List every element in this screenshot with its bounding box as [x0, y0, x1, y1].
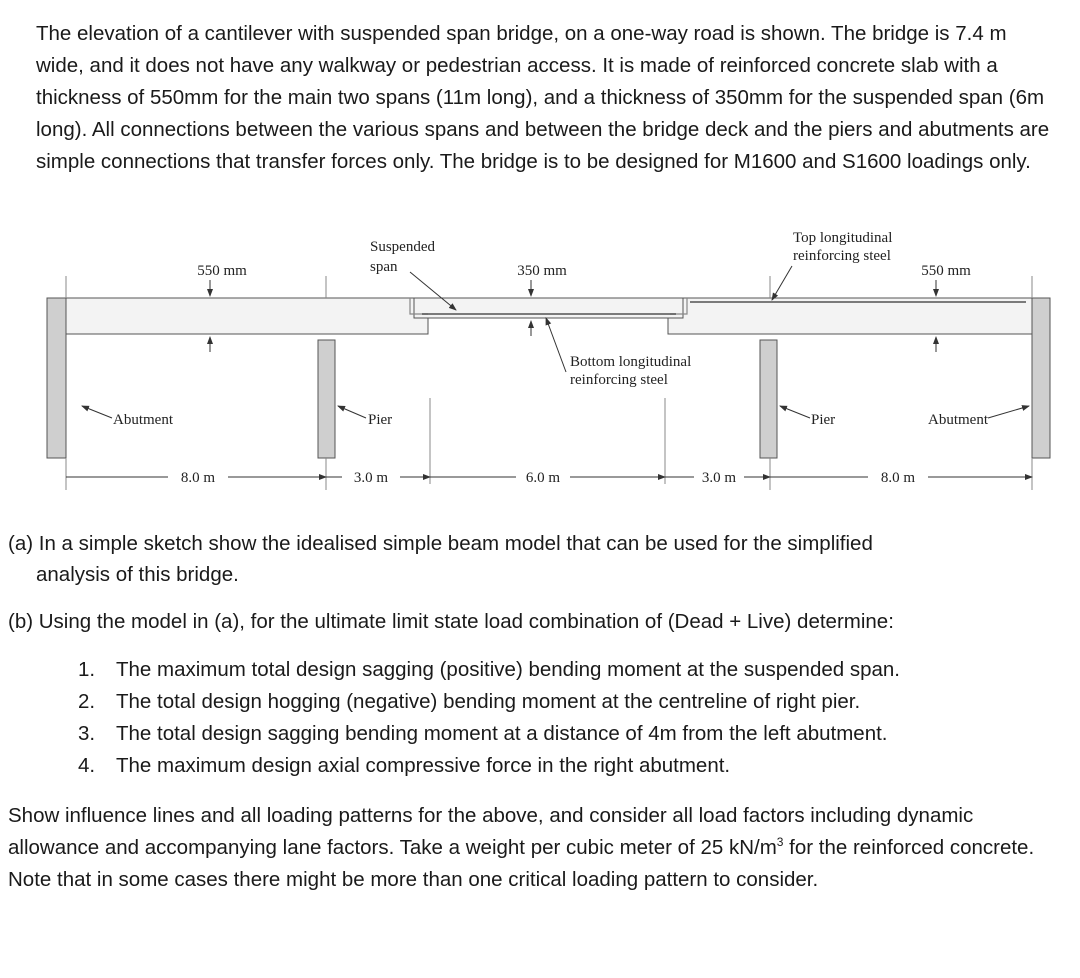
question-a	[8, 528, 1058, 590]
thickness-right-label: 550 mm	[921, 263, 971, 279]
left-abutment	[47, 298, 66, 458]
dimension-left-cantilever: 3.0 m	[353, 470, 389, 486]
top-steel-label-line2: reinforcing steel	[793, 248, 891, 264]
bottom-steel-label-line2: reinforcing steel	[570, 372, 668, 388]
bottom-steel-label-line1: Bottom longitudinal	[570, 354, 692, 370]
question-a-line2: analysis of this bridge.	[36, 563, 239, 586]
suspended-span-label-line1: Suspended	[370, 239, 435, 255]
question-b-list	[78, 654, 1058, 782]
question-a-line1: (a) In a simple sketch show the idealised simple beam model that can be used for the simplified	[8, 532, 873, 555]
dimension-left-span: 8.0 m	[180, 470, 216, 486]
dimension-right-cantilever: 3.0 m	[701, 470, 737, 486]
closing-paragraph: Show influence lines and all loading patterns for the above, and consider all load factors including dynamic allowance and accompanying lane factors. Take a weight per cubic meter of 25 $kN/m^3$ for the reinforced concrete. Note that in some cases there might be more than one critical loading pattern to consider.	[8, 804, 1035, 891]
superscript-3: 3	[776, 835, 784, 850]
pier-right-label: Pier	[811, 412, 836, 428]
thickness-mid-label: 350 mm	[517, 263, 567, 279]
list-item: 4. The maximum design axial compressive force in the right abutment.	[78, 754, 731, 777]
top-steel-label-line1: Top longitudinal	[793, 230, 893, 246]
right-main-span-slab	[668, 298, 1032, 334]
dimension-suspended-span: 6.0 m	[525, 470, 561, 486]
abutment-left-label: Abutment	[113, 412, 173, 428]
left-main-span-slab	[66, 298, 428, 334]
bridge-elevation-diagram	[0, 218, 1080, 508]
intro-paragraph: The elevation of a cantilever with suspended span bridge, on a one-way road is shown. The bridge is 7.4 m wide, and it does not have any walkway or pedestrian access. It is made of reinforced concrete slab with a thickness of 550mm for the main two spans (11m long), and a thickness of 350mm for the suspended span (6m long). All connections between the various spans and between the bridge deck and the piers and abutments are simple connections that transfer forces only. The bridge is to be designed for M1600 and S1600 loadings only.	[36, 22, 1050, 173]
thickness-left-label: 550 mm	[197, 263, 247, 279]
list-item: 3. The total design sagging bending moment at a distance of 4m from the left abutment.	[78, 722, 888, 745]
right-abutment	[1032, 298, 1050, 458]
list-item: 1. The maximum total design sagging (positive) bending moment at the suspended span.	[78, 658, 901, 681]
abutment-right-label: Abutment	[928, 412, 988, 428]
dimension-right-span: 8.0 m	[880, 470, 916, 486]
list-item: 2. The total design hogging (negative) bending moment at the centreline of right pier.	[78, 690, 861, 713]
left-pier	[318, 340, 335, 458]
right-pier	[760, 340, 777, 458]
question-b-intro: (b) Using the model in (a), for the ultimate limit state load combination of (Dead + Live) determine:	[8, 610, 894, 633]
pier-left-label: Pier	[368, 412, 393, 428]
suspended-span-label-line2: span	[370, 259, 398, 275]
